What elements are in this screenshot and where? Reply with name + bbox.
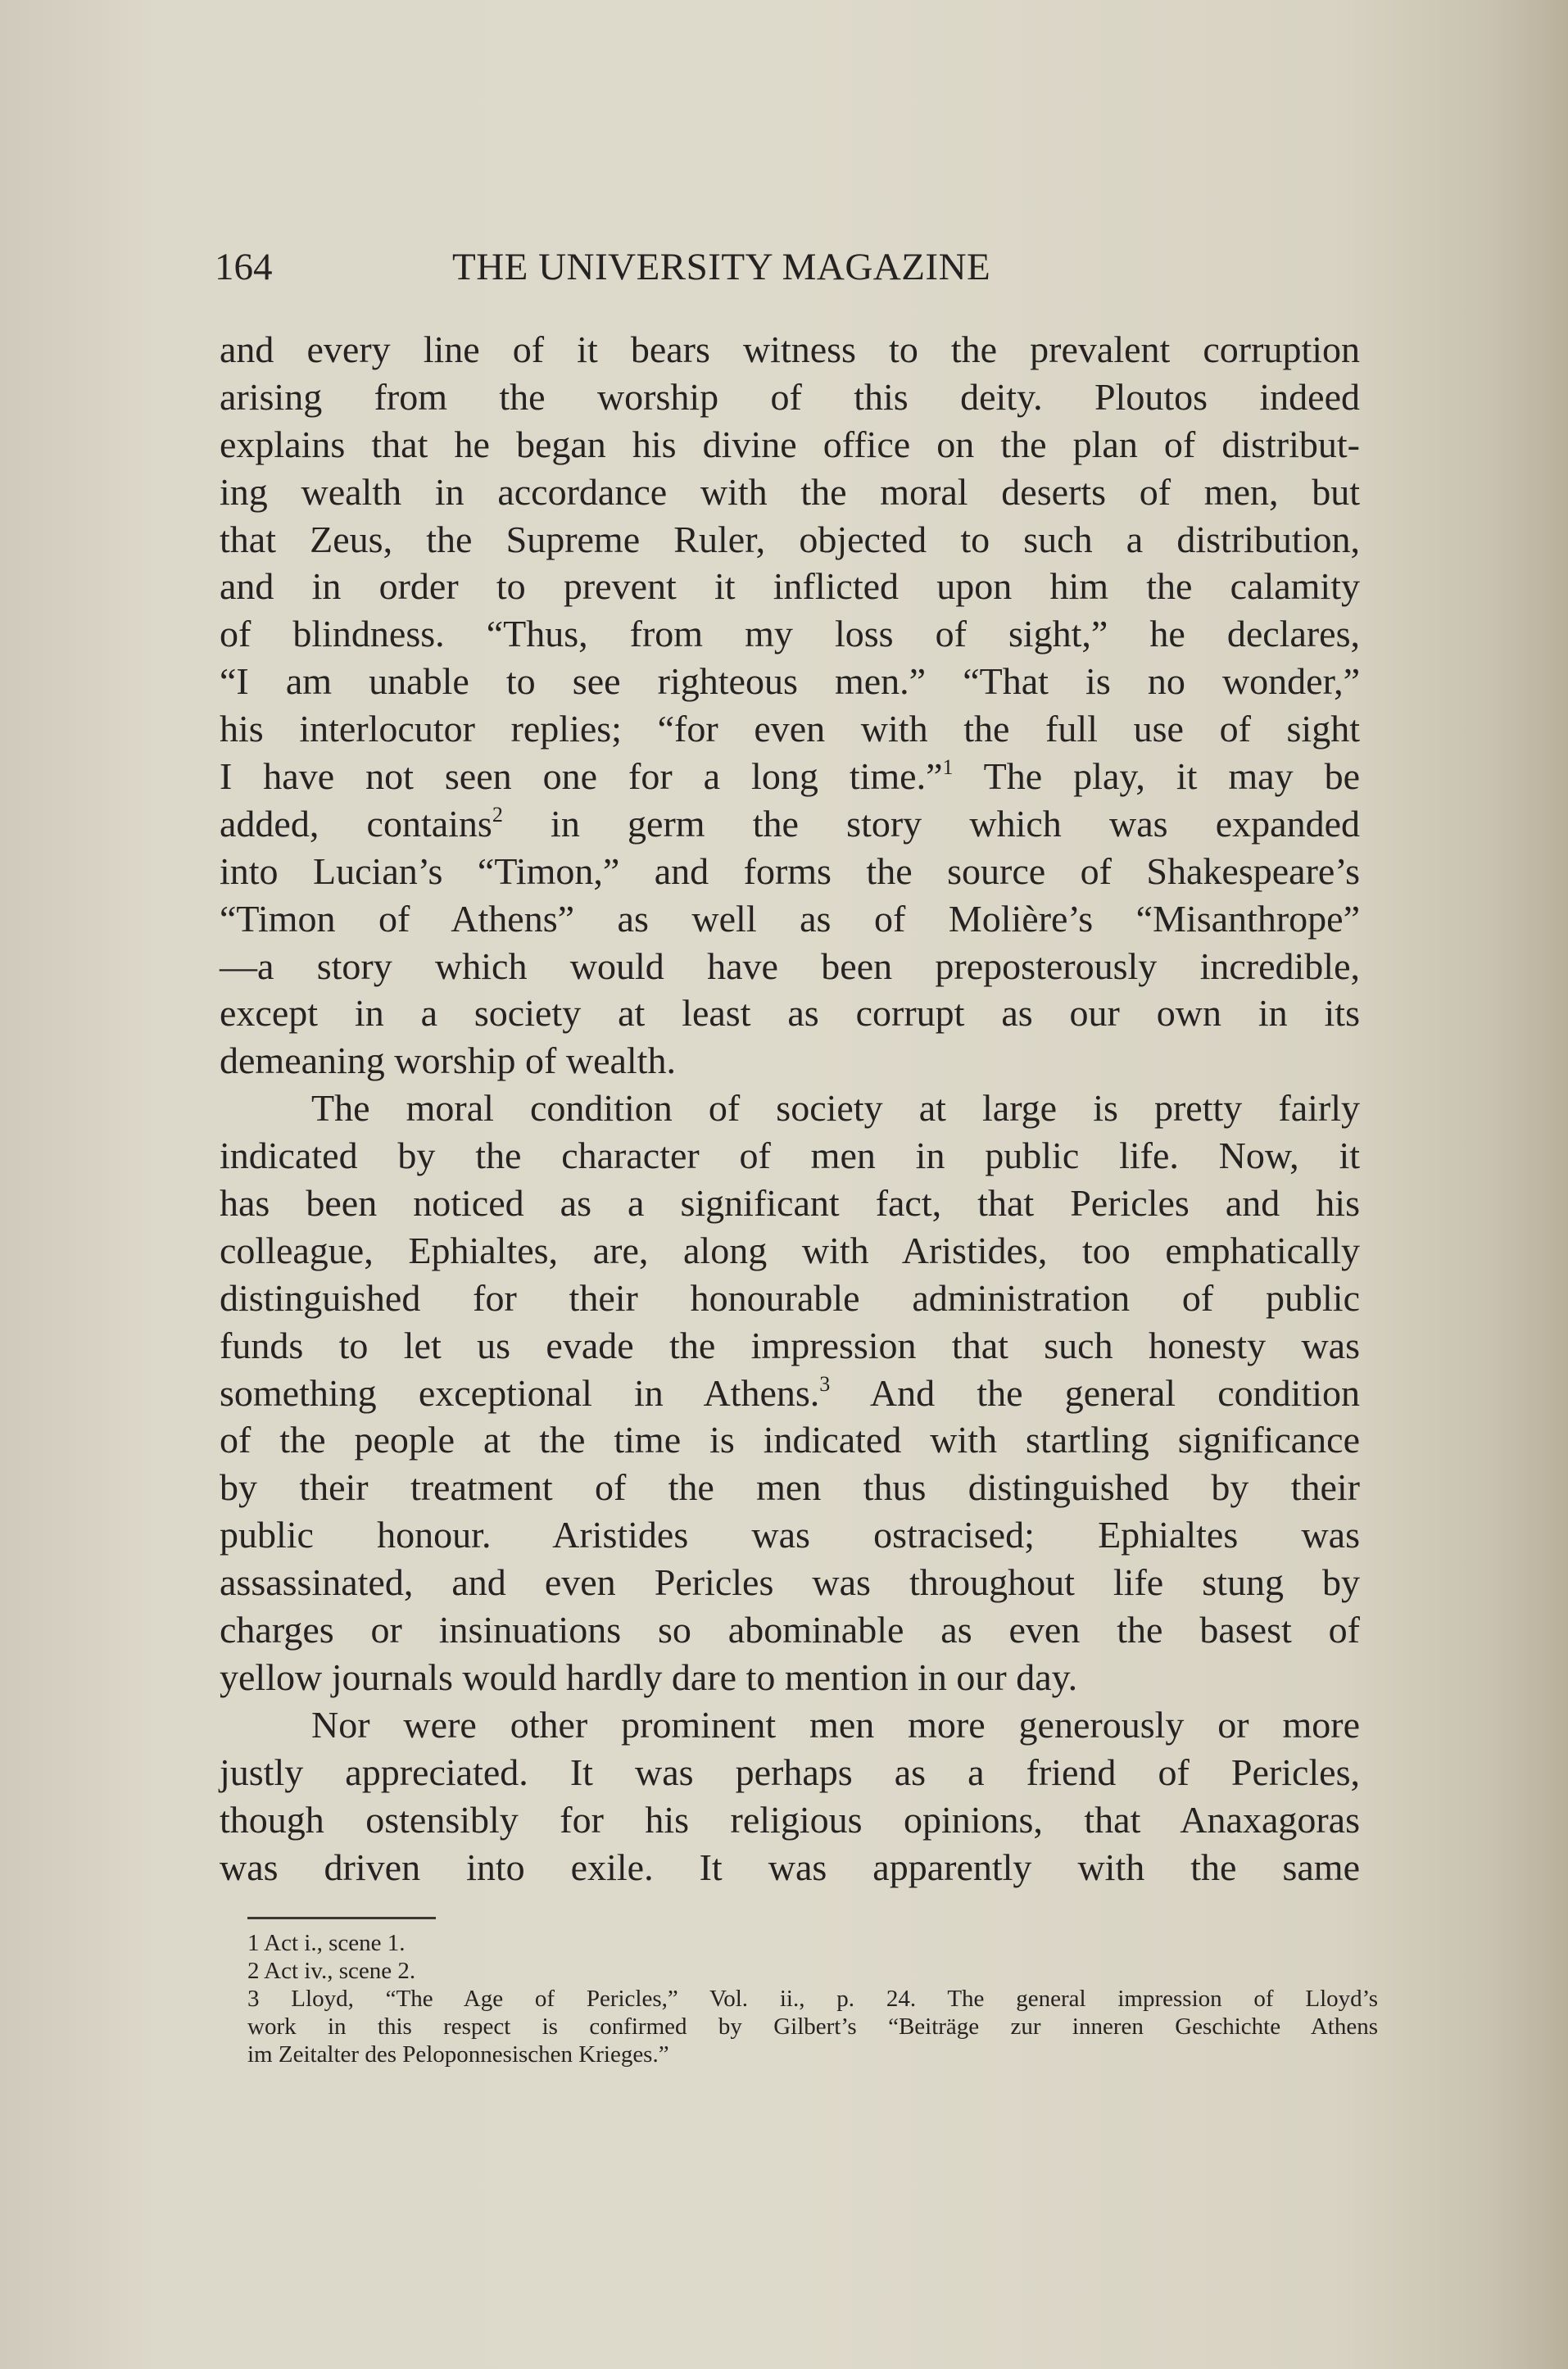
text-line: “I am unable to see righteous men.” “That is no wonder,”: [220, 660, 1360, 703]
text-line-part: And the general condition: [830, 1371, 1360, 1414]
text-line: charges or insinuations so abominable as even the basest of: [220, 1609, 1360, 1651]
text-line-part: in germ the story which was expanded: [502, 802, 1360, 845]
text-line: into Lucian’s “Timon,” and forms the source of Shakespeare’s: [220, 849, 1360, 892]
text-line: public honour. Aristides was ostracised; Ephialtes was: [220, 1514, 1360, 1556]
footnote-3: 3 Lloyd, “The Age of Pericles,” Vol. ii., p. 24. The general impression of Lloyd’s: [247, 1986, 1378, 2012]
text-line: by their treatment of the men thus distinguished by their: [220, 1466, 1360, 1509]
text-line: and in order to prevent it inflicted upon him the calamity: [220, 565, 1360, 608]
text-line: assassinated, and even Pericles was throughout life stung by: [220, 1561, 1360, 1604]
text-line: demeaning worship of wealth.: [220, 1040, 676, 1082]
text-line-part: added, contains: [220, 802, 492, 845]
text-line: “Timon of Athens” as well as of Molière’s “Misanthrope”: [220, 897, 1360, 940]
running-header: [215, 242, 1091, 292]
text-line: of the people at the time is indicated with startling significance: [220, 1419, 1360, 1461]
footnotes: [247, 1929, 1378, 2068]
footnote-ref-1: 1: [942, 755, 954, 780]
page-number: 164: [215, 246, 273, 288]
text-line: indicated by the character of men in public life. Now, it: [220, 1135, 1360, 1177]
footnote-ref-3: 3: [819, 1371, 831, 1396]
footnote-2: 2 Act iv., scene 2.: [247, 1958, 416, 1984]
footnote-3-cont: work in this respect is confirmed by Gilbert’s “Beiträge zur inneren Geschichte Athens: [247, 2013, 1378, 2040]
footnote-rule: [247, 1917, 436, 1919]
text-line: The moral condition of society at large is pretty fairly: [311, 1087, 1360, 1130]
text-line: distinguished for their honourable administration of public: [220, 1276, 1360, 1319]
text-line: explains that he began his divine office on the plan of distribut-: [220, 423, 1360, 465]
text-line: that Zeus, the Supreme Ruler, objected to such a distribution,: [220, 518, 1360, 560]
text-line: justly appreciated. It was perhaps as a friend of Pericles,: [220, 1751, 1360, 1793]
text-line: ing wealth in accordance with the moral deserts of men, but: [220, 470, 1360, 513]
body-text: [220, 326, 1360, 1891]
text-line: arising from the worship of this deity. Ploutos indeed: [220, 375, 1360, 418]
text-line: was driven into exile. It was apparently with the same: [220, 1846, 1360, 1888]
footnote-ref-2: 2: [492, 802, 503, 827]
text-line: has been noticed as a significant fact, that Pericles and his: [220, 1182, 1360, 1225]
footnote-3-end: im Zeitalter des Peloponnesischen Krieges.”: [247, 2041, 669, 2068]
text-line-part: The play, it may be: [953, 755, 1361, 798]
text-line: except in a society at least as corrupt as our own in its: [220, 992, 1360, 1035]
footnote-1: 1 Act i., scene 1.: [247, 1930, 406, 1956]
running-title: THE UNIVERSITY MAGAZINE: [452, 246, 991, 288]
text-line: funds to let us evade the impression that such honesty was: [220, 1324, 1360, 1366]
text-line-part: something exceptional in Athens.: [220, 1371, 820, 1414]
text-line: —a story which would have been preposterously incredible,: [220, 944, 1360, 987]
text-line: his interlocutor replies; “for even with the full use of sight: [220, 708, 1360, 750]
text-line: colleague, Ephialtes, are, along with Aristides, too emphatically: [220, 1229, 1360, 1271]
text-line: though ostensibly for his religious opinions, that Anaxagoras: [220, 1798, 1360, 1841]
text-line: [220, 800, 1360, 848]
text-line: yellow journals would hardly dare to mention in our day.: [220, 1656, 1078, 1698]
text-line: Nor were other prominent men more generously or more: [311, 1703, 1360, 1746]
text-line-part: I have not seen one for a long time.”: [220, 755, 943, 798]
text-line: [220, 753, 1360, 800]
text-line: of blindness. “Thus, from my loss of sight,” he declares,: [220, 613, 1360, 655]
text-line: and every line of it bears witness to the prevalent corruption: [220, 328, 1360, 370]
text-line: [220, 1370, 1360, 1417]
